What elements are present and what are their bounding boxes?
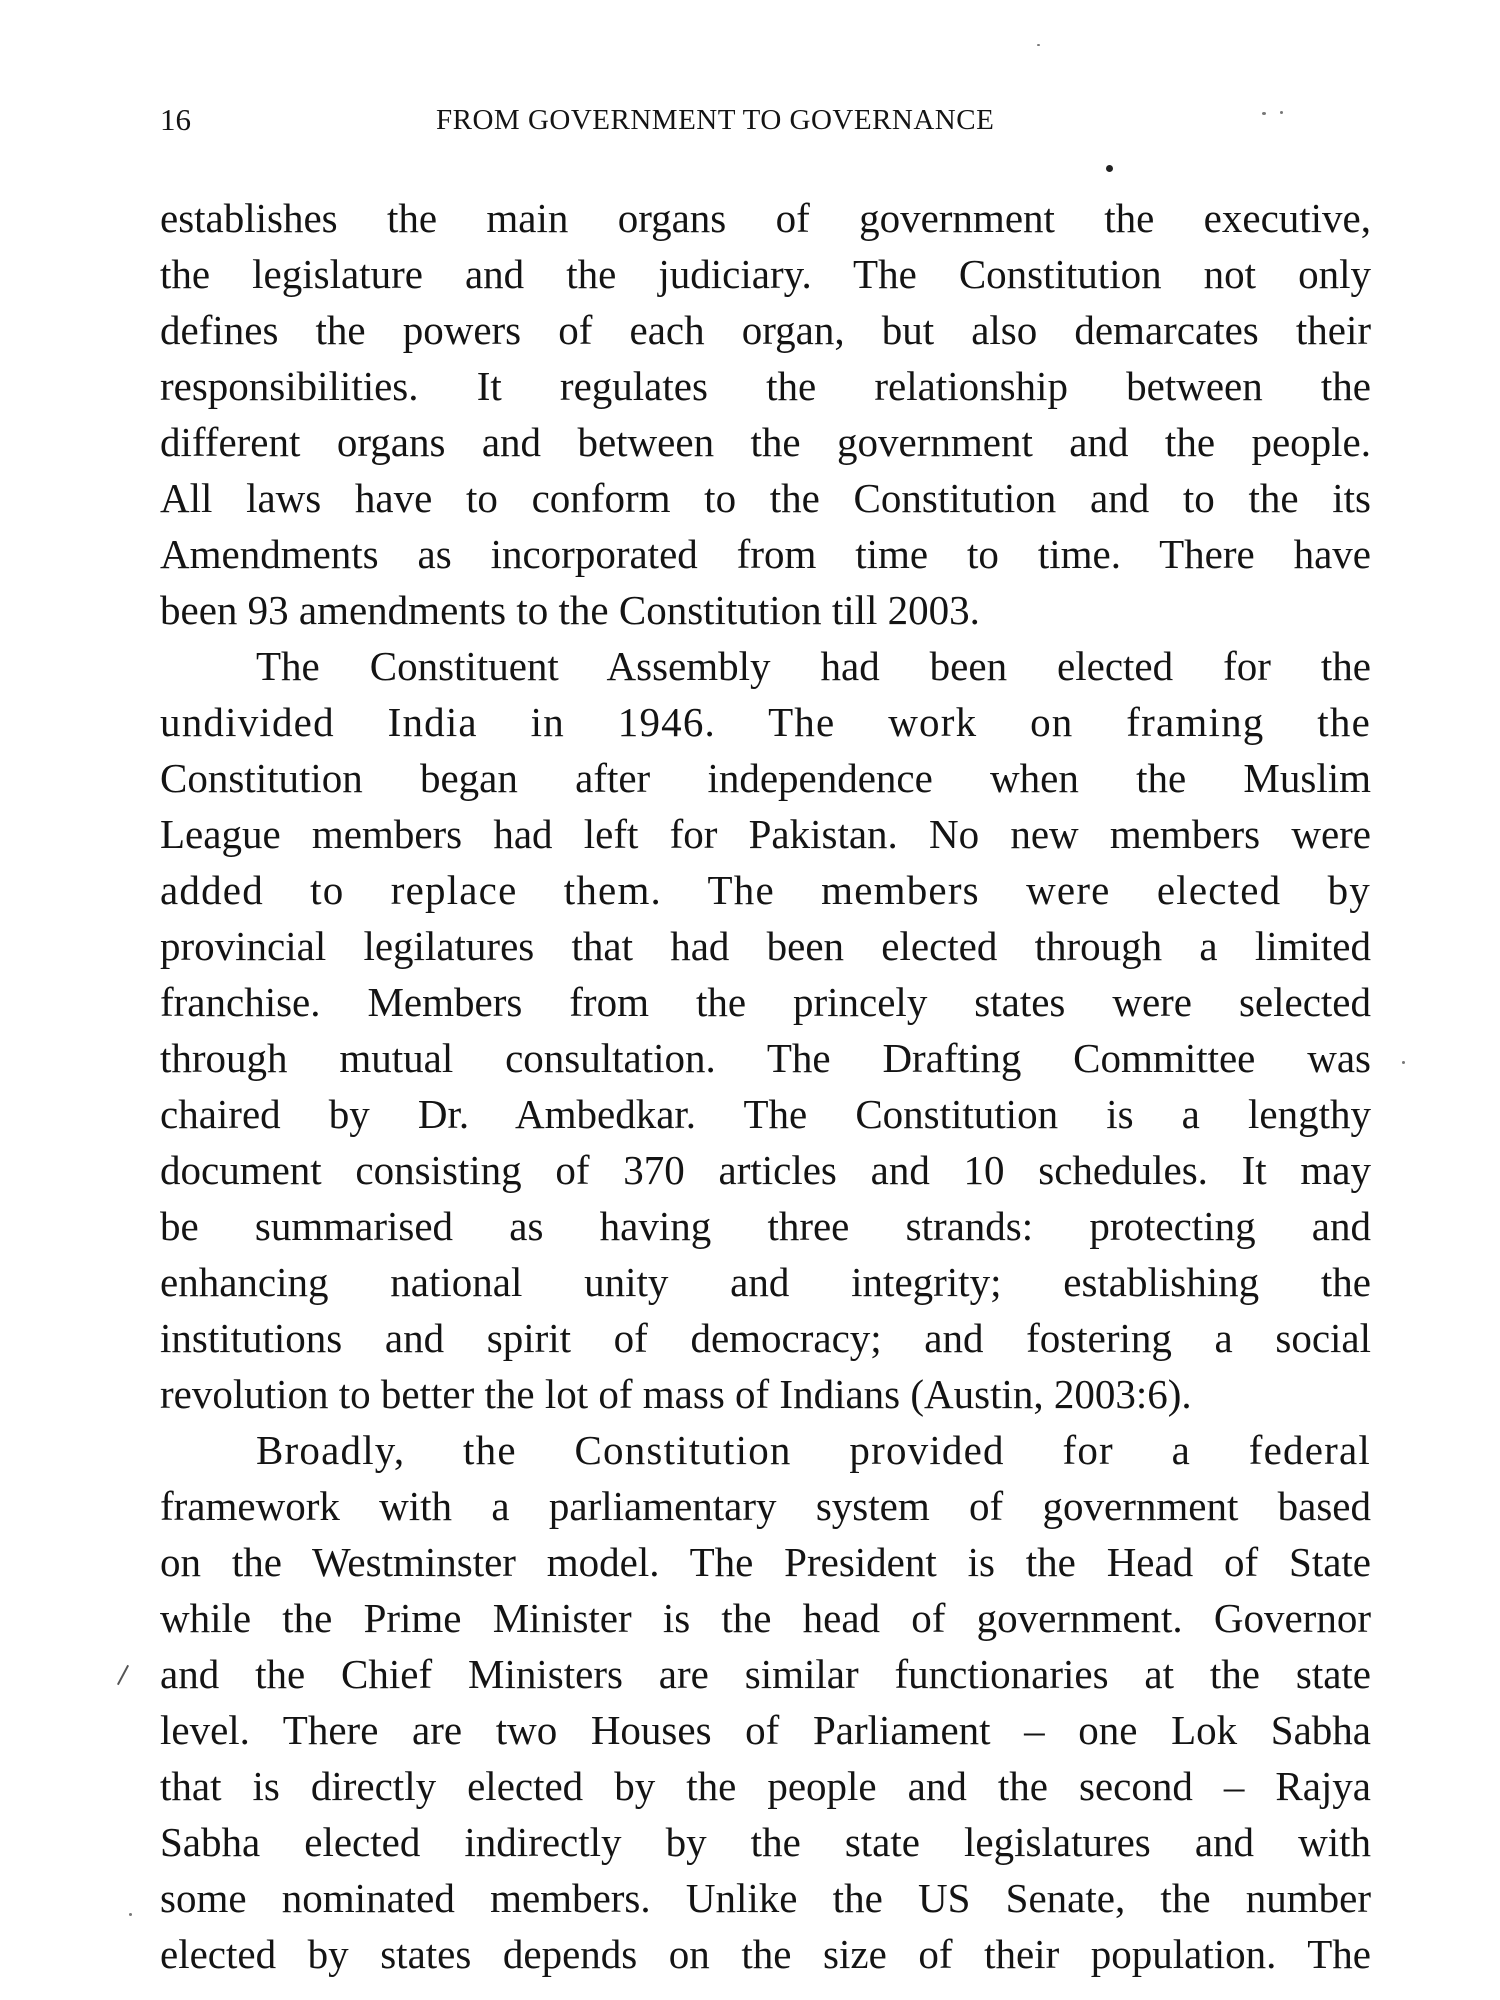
text-line: establishes the main organs of government the executive, — [160, 195, 1371, 241]
text-line: that is directly elected by the people and the second – Rajya — [160, 1763, 1371, 1809]
text-line: provincial legilatures that had been elected through a limited — [160, 923, 1371, 969]
paragraph-1 — [160, 190, 1371, 638]
text-line: All laws have to conform to the Constitution and to the its — [160, 475, 1371, 521]
text-line: document consisting of 370 articles and 10 schedules. It may — [160, 1147, 1371, 1193]
scan-speck — [1037, 44, 1040, 46]
text-line: responsibilities. It regulates the relationship between the — [160, 363, 1371, 409]
text-line: revolution to better the lot of mass of Indians (Austin, 2003:6). — [160, 1371, 1192, 1417]
text-line: through mutual consultation. The Drafting Committee was — [160, 1035, 1371, 1081]
text-line: while the Prime Minister is the head of government. Governor — [160, 1595, 1371, 1641]
text-line: the legislature and the judiciary. The Constitution not only — [160, 251, 1371, 297]
text-line: undivided India in 1946. The work on framing the — [160, 699, 1371, 745]
margin-pencil-tick — [117, 1665, 129, 1685]
body-text — [160, 190, 1371, 1982]
text-line: be summarised as having three strands: protecting and — [160, 1203, 1371, 1249]
text-line: defines the powers of each organ, but also demarcates their — [160, 307, 1371, 353]
print-dot-mark — [1106, 165, 1113, 172]
text-line: League members had left for Pakistan. No new members were — [160, 811, 1371, 857]
text-line: The Constituent Assembly had been elected for the — [256, 643, 1371, 689]
page-number: 16 — [160, 102, 191, 137]
text-line: Broadly, the Constitution provided for a federal — [256, 1427, 1371, 1473]
paragraph-2 — [160, 638, 1371, 1422]
text-line: Amendments as incorporated from time to time. There have — [160, 531, 1371, 577]
text-line: been 93 amendments to the Constitution till 2003. — [160, 587, 980, 633]
text-line: institutions and spirit of democracy; and fostering a social — [160, 1315, 1371, 1361]
text-line: franchise. Members from the princely states were selected — [160, 979, 1371, 1025]
scan-speck — [1280, 111, 1283, 114]
scan-speck — [1402, 1061, 1405, 1064]
scan-speck — [1262, 112, 1266, 115]
paragraph-3 — [160, 1422, 1371, 1982]
text-line: some nominated members. Unlike the US Senate, the number — [160, 1875, 1371, 1921]
text-line: different organs and between the government and the people. — [160, 419, 1371, 465]
text-line: Constitution began after independence when the Muslim — [160, 755, 1371, 801]
running-title: FROM GOVERNMENT TO GOVERNANCE — [436, 104, 995, 136]
text-line: enhancing national unity and integrity; establishing the — [160, 1259, 1371, 1305]
text-line: chaired by Dr. Ambedkar. The Constitution is a lengthy — [160, 1091, 1371, 1137]
text-line: level. There are two Houses of Parliament – one Lok Sabha — [160, 1707, 1371, 1753]
text-line: framework with a parliamentary system of government based — [160, 1483, 1371, 1529]
text-line: added to replace them. The members were elected by — [160, 867, 1371, 913]
text-line: Sabha elected indirectly by the state legislatures and with — [160, 1819, 1371, 1865]
text-line: and the Chief Ministers are similar functionaries at the state — [160, 1651, 1371, 1697]
running-header — [160, 100, 1360, 140]
text-line: elected by states depends on the size of their population. The — [160, 1931, 1371, 1977]
scan-speck — [129, 1913, 132, 1916]
text-line: on the Westminster model. The President is the Head of State — [160, 1539, 1371, 1585]
